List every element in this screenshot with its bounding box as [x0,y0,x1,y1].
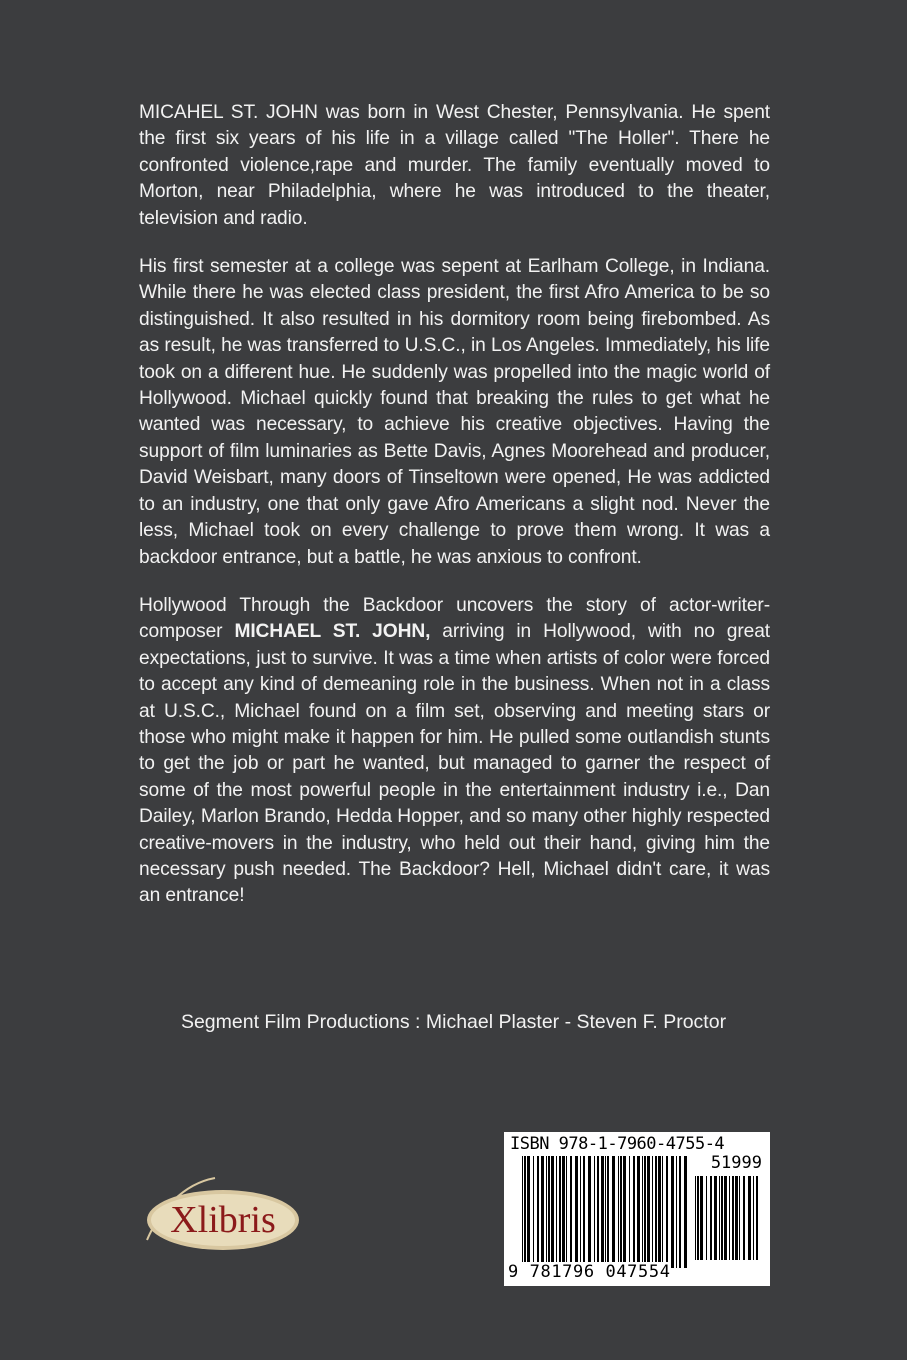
barcode-bar [637,1156,640,1268]
logo-wordmark: Xlibris [170,1199,276,1241]
barcode-bar [620,1156,622,1268]
barcode-bar [714,1176,717,1260]
barcode-bar [541,1156,544,1268]
barcode-bar [588,1156,591,1268]
barcode-bar [583,1156,585,1268]
barcode-bar [753,1176,754,1260]
barcode-bar [739,1176,740,1260]
barcode-bar [679,1156,681,1268]
barcode-bar [601,1156,604,1268]
barcode-bar [697,1176,699,1260]
barcode-bar [548,1156,550,1268]
barcode-bar [562,1156,565,1268]
production-credits: Segment Film Productions : Michael Plaster - Steven F. Proctor [180,1011,727,1033]
barcode-bar [527,1156,530,1268]
barcode-bar [594,1156,595,1268]
barcode-bar [652,1156,653,1268]
barcode-bar [524,1156,526,1268]
barcode-bar [633,1156,635,1268]
barcode-bar [644,1156,646,1268]
barcode-bar [533,1156,534,1268]
barcode-bar [607,1156,609,1268]
blurb-paragraph-1: MICAHEL ST. JOHN was born in West Chester, Pennsylvania. He spent the first six years of his life in a village called "The Holler". There he confronted violence,rape and murder. The family eventually moved to Morton, near Philadelphia, where he was introduced to the theater, television and radio. [139,102,770,229]
barcode-bar [559,1156,561,1268]
barcode-bar [662,1156,663,1268]
barcode-bar [566,1156,567,1268]
price-code: 51999 [710,1153,762,1173]
barcode-bar [695,1176,696,1260]
barcode-bar [570,1156,572,1268]
barcode-bar [743,1176,745,1260]
barcode-bar [575,1156,578,1268]
barcode-bar [580,1156,581,1268]
back-cover-blurb [139,100,770,932]
barcode-bar [721,1176,723,1260]
barcode-bar [700,1176,703,1260]
barcode-bar [546,1156,547,1268]
barcode-bar [642,1156,643,1268]
barcode-bar [719,1176,720,1260]
barcode-bar [537,1156,539,1268]
xlibris-logo-icon [137,1172,307,1262]
isbn-barcode [504,1132,770,1286]
barcode-bar [735,1176,738,1260]
barcode-bar [710,1176,712,1260]
barcode-bar [729,1176,730,1260]
barcode-bar [522,1156,523,1268]
barcode-bar [647,1156,650,1268]
barcode-bar [724,1176,727,1260]
barcode-bar [676,1156,677,1268]
barcode-bar [629,1156,630,1268]
barcode-bar [597,1156,599,1268]
blurb-paragraph-2: His first semester at a college was sepent at Earlham College, in Indiana. While there he was elected class president, the first Afro America to be so distinguished. It also resulted in his dormitory room being firebombed. As as result, he was transferred to U.S.C., in Los Angeles. Immediately, his life took on a different hue. He suddenly was propelled into the magic world of Hollywood. Michael quickly found that breaking the rules to get what he wanted was necessary, to achieve his creative objectives. Having the support of film luminaries as Bette Davis, Agnes Moorehead and producer, David Weisbart, many doors of Tinseltown were opened, He was addicted to an industry, one that only gave Afro Americans a slight nod. Never the less, Michael took on every challenge to prove them wrong. It was a backdoor entrance, but a battle, he was anxious to confront. [139,256,770,568]
ean-barcode-bars [522,1156,690,1268]
barcode-bar [756,1176,758,1260]
barcode-bar [732,1176,734,1260]
author-name-bold: MICHAEL ST. JOHN, [234,621,431,643]
blurb-paragraph-3-end: arriving in Hollywood, with no great expectations, just to survive. It was a time when artists of color were forced to accept any kind of demeaning role in the business. When not in a class at U.S.C., Michael found on a film set, observing and meeting stars or those who might make it happen for him. He pulled some outlandish stunts to get the job or part he wanted, but managed to garner the respect of some of the most powerful people in the entertainment industry i.e., Dan Dailey, Marlon Brando, Hedda Hopper, and so many other highly respected creative-movers in the industry, who held out their hand, giving him the necessary push needed. The Backdoor? Hell, Michael didn't care, it was an entrance! [139,621,770,907]
barcode-bar [612,1156,615,1268]
blurb-paragraph-3-start: Hollywood Through the Backdoor uncovers the story of actor-writer-composer [139,594,770,643]
barcode-bar [666,1156,668,1268]
barcode-bar [748,1176,751,1260]
barcode-bar [684,1156,687,1268]
barcode-bar [551,1156,554,1268]
barcode-bar [623,1156,626,1268]
barcode-bar [556,1156,557,1268]
barcode-bar [655,1156,657,1268]
barcode-bar [658,1156,661,1268]
barcode-bar [671,1156,674,1268]
publisher-logo [137,1172,307,1267]
barcode-bar [605,1156,606,1268]
isbn-number: ISBN 978-1-7960-4755-4 [510,1134,725,1154]
price-barcode-bars [695,1176,763,1260]
barcode-bar [706,1176,707,1260]
blurb-paragraph-3 [139,593,770,910]
ean-number: 9 781796 047554 [508,1262,671,1282]
barcode-bar [618,1156,619,1268]
